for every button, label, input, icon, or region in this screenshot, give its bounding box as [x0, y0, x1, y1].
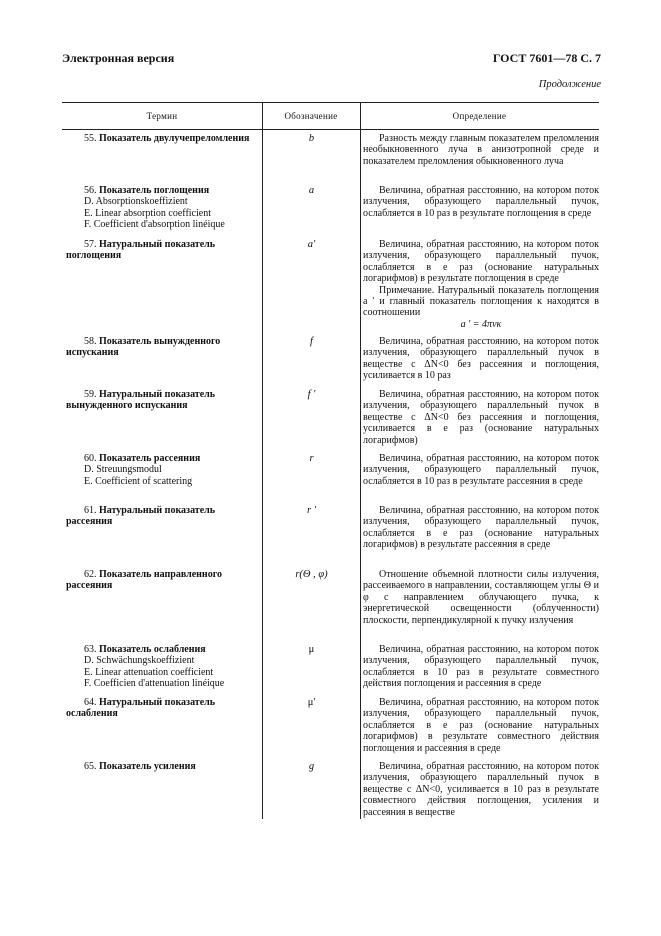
- symbol-64: μ': [307, 697, 316, 708]
- column-header-term: Термин: [146, 111, 178, 121]
- header-edition: Электронная версия: [62, 51, 175, 65]
- definition-60: Величина, обратная расстоянию, на котором поток излучения, образующего параллельный пучок, ослабляется в 10 раз в результате рассеяния в среде: [363, 453, 599, 487]
- translation-fr: F. Coefficient d'absorption linéique: [84, 219, 225, 231]
- symbol-61: r ': [307, 505, 316, 516]
- definition-61: Величина, обратная расстоянию, на котором поток излучения, образующего параллельный пучок, ослабляется в e раз (основание натуральных логарифмов) в результате рассеяния в среде: [363, 505, 599, 551]
- continuation-label: Продолжение: [538, 79, 601, 90]
- symbol-60: r: [309, 453, 314, 464]
- term-55: 55. Показатель двулучепреломления: [84, 133, 250, 144]
- column-header-symbol: Обозначение: [284, 111, 338, 121]
- table-header-rule: [62, 129, 599, 130]
- term-56: 56. Показатель поглощения D. Absorptionskoeffizient E. Linear absorption coefficient F. Coefficient d'absorption linéique: [66, 185, 260, 231]
- term-65: 65. Показатель усиления: [84, 761, 196, 772]
- column-header-definition: Определение: [452, 111, 507, 121]
- term-57: 57. Натуральный показатель поглощения: [66, 239, 216, 262]
- definition-57: Величина, обратная расстоянию, на котором поток излучения, образующего параллельный пучок, ослабляется в e раз (основание натуральных логарифмов) в результате поглощения в среде Примечание. Натуральный показатель поглощения a ' и главный показатель поглощения к находятся в соотношении a ' = 4πνκ: [363, 239, 599, 330]
- term-64: 64. Натуральный показатель ослабления: [66, 697, 216, 720]
- definition-63: Величина, обратная расстоянию, на котором поток излучения, образующего параллельный пучок, ослабляется в 10 раз в результате совместного действия поглощения и рассеяния в среде: [363, 644, 599, 690]
- term-59: 59. Натуральный показатель вынужденного испускания: [66, 389, 216, 412]
- column-divider-2: [360, 102, 361, 819]
- definition-58: Величина, обратная расстоянию, на котором поток излучения, образующего параллельный пучок в веществе с ΔN<0 без рассеяния и поглощения, усиливается в 10 раз: [363, 336, 599, 382]
- term-60: 60. Показатель рассеяния D. Streuungsmodul E. Coefficient of scattering: [66, 453, 260, 487]
- table-top-rule: [62, 102, 599, 103]
- symbol-65: g: [308, 761, 315, 772]
- definition-55: Разность между главным показателем преломления необыкновенного луча в анизотропной среде и показателем преломления обыкновенного луча: [363, 133, 599, 167]
- translation-de: D. Absorptionskoeffizient: [84, 196, 188, 208]
- definition-56: Величина, обратная расстоянию, на котором поток излучения, образующего параллельный пучок, ослабляется в 10 раз в результате поглощения в среде: [363, 185, 599, 219]
- definition-62: Отношение объемной плотности силы излучения, рассеиваемого в направлении, составляющем углы Θ и φ с направлением облучающего пучка, к энергетической освещенности (облученности) плоскости, перпендикулярной к пучку излучения: [363, 569, 599, 626]
- symbol-55: b: [308, 133, 315, 144]
- definition-59: Величина, обратная расстоянию, на котором поток излучения, образующего параллельный пучок в веществе с ΔN<0 без рассеяния и поглощения, усиливается в e раз (основание натуральных логарифмов): [363, 389, 599, 446]
- definition-64: Величина, обратная расстоянию, на котором поток излучения, образующего параллельный пучок, ослабляется в e раз (основание натуральных логарифмов) в результате совместного действия поглощения и рассеяния в среде: [363, 697, 599, 754]
- term-62: 62. Показатель направленного рассеяния: [66, 569, 222, 592]
- translation-de: D. Schwächungskoeffizient: [84, 655, 195, 667]
- symbol-63: μ: [308, 644, 315, 655]
- translation-en: E. Coefficient of scattering: [84, 475, 193, 487]
- definition-65: Величина, обратная расстоянию, на котором поток излучения, образующего параллельный пучок в веществе с ΔN<0, усиливается в 10 раз в результате совместного действия поглощения, усиления и рассеяния в веществе: [363, 761, 599, 818]
- symbol-57: a': [307, 239, 316, 250]
- translation-en: E. Linear attenuation coefficient: [84, 666, 214, 678]
- note-57: Примечание. Натуральный показатель поглощения a ' и главный показатель поглощения к находятся в соотношении: [363, 284, 599, 319]
- symbol-58: f: [310, 336, 313, 347]
- translation-de: D. Streuungsmodul: [84, 464, 162, 476]
- symbol-56: a: [308, 185, 315, 196]
- translation-en: E. Linear absorption coefficient: [84, 207, 211, 219]
- header-standard-page: ГОСТ 7601—78 С. 7: [492, 51, 601, 65]
- translation-fr: F. Coefficien d'attenuation linéique: [84, 678, 225, 690]
- symbol-62: r(Θ , φ): [295, 569, 328, 580]
- formula-57: a ' = 4πνκ: [460, 318, 502, 330]
- symbol-59: f ': [307, 389, 316, 400]
- term-58: 58. Показатель вынужденного испускания: [66, 336, 221, 359]
- term-61: 61. Натуральный показатель рассеяния: [66, 505, 216, 528]
- term-63: 63. Показатель ослабления D. Schwächungskoeffizient E. Linear attenuation coefficient F. Coefficien d'attenuation linéique: [66, 644, 260, 690]
